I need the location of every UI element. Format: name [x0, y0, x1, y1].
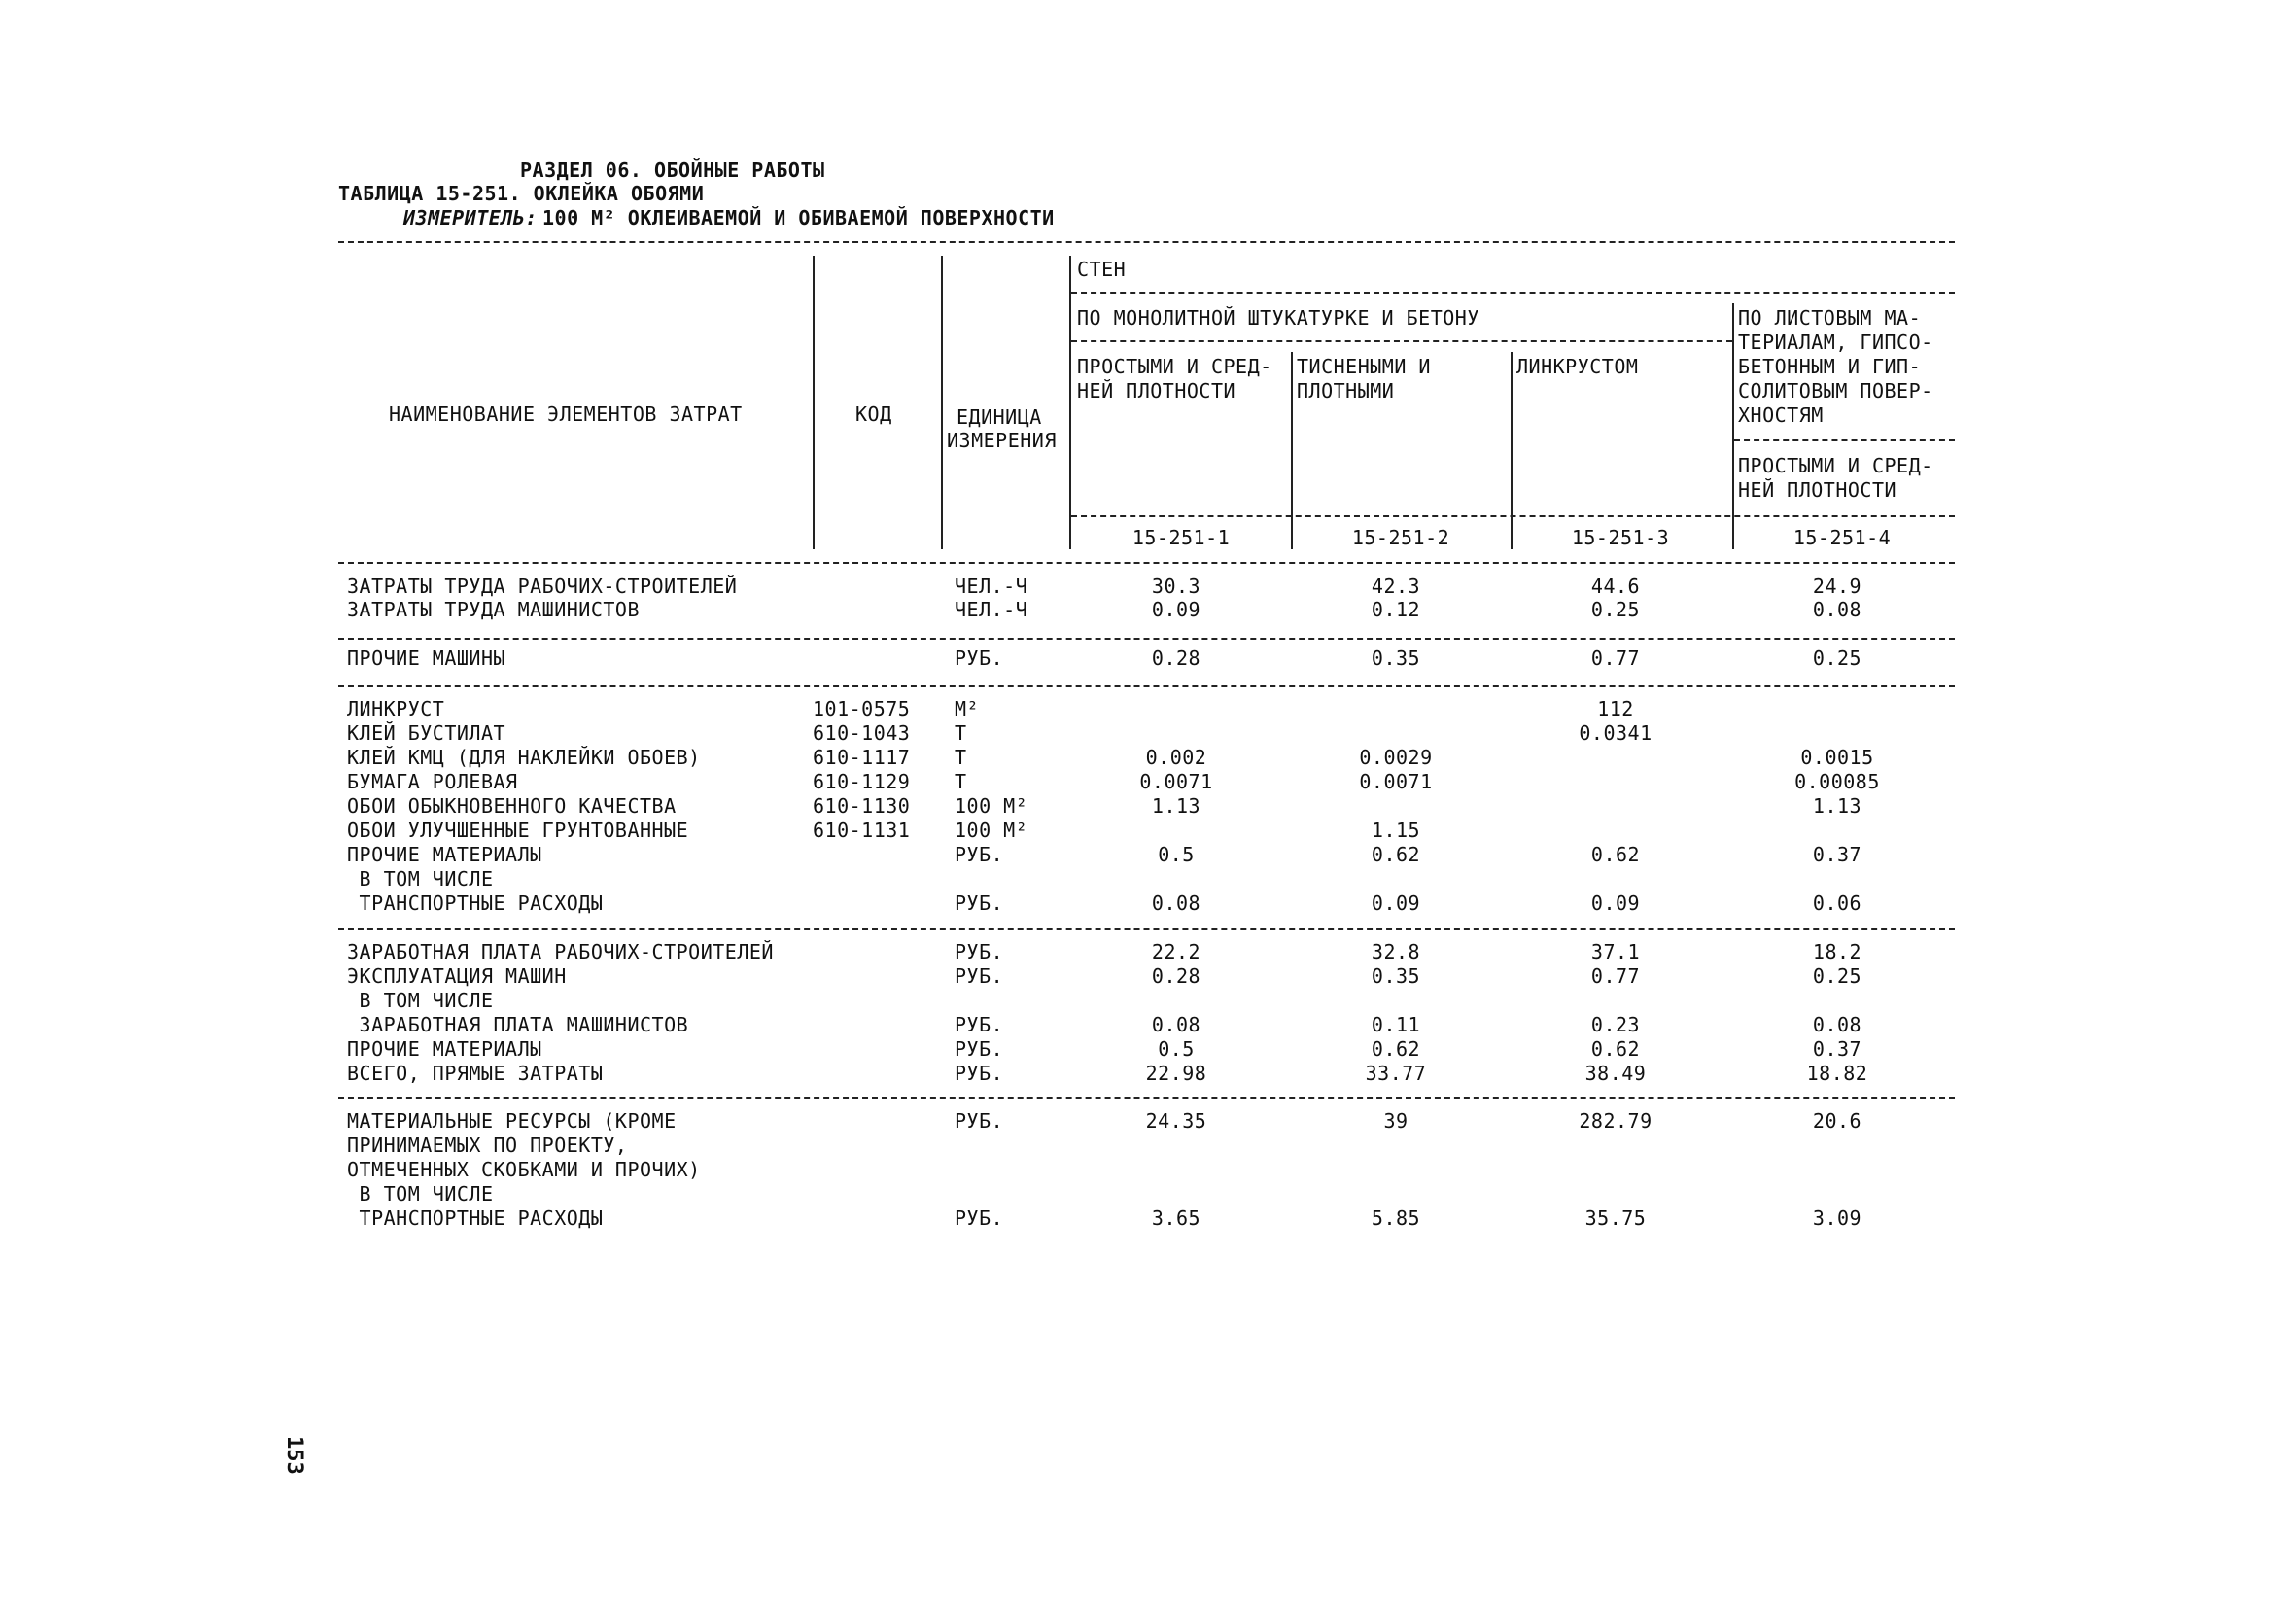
col-code-2: 15-251-2 [1351, 526, 1450, 549]
vline-code-unit [941, 256, 943, 549]
row-unit: РУБ. [955, 1109, 1004, 1133]
row-name: ОТМЕЧЕННЫХ СКОБКАМИ И ПРОЧИХ) [347, 1158, 701, 1181]
row-value-2: 0.35 [1371, 647, 1421, 670]
row-unit: РУБ. [955, 891, 1004, 915]
row-name: ЗАРАБОТНАЯ ПЛАТА РАБОЧИХ-СТРОИТЕЛЕЙ [347, 940, 774, 963]
col-code-4: 15-251-4 [1792, 526, 1892, 549]
row-value-1: 22.98 [1145, 1062, 1207, 1085]
row-name: БУМАГА РОЛЕВАЯ [347, 770, 518, 793]
row-value-1: 0.5 [1158, 843, 1195, 866]
row-code: 610-1117 [813, 746, 911, 769]
row-value-4: 3.09 [1812, 1206, 1862, 1230]
rule-under-sheet [1734, 439, 1955, 441]
row-value-3: 0.23 [1590, 1013, 1641, 1036]
row-unit: РУБ. [955, 843, 1004, 866]
row-value-3: 44.6 [1590, 575, 1641, 598]
row-value-2: 0.35 [1371, 964, 1421, 988]
row-unit: Т [955, 770, 967, 793]
row-value-2: 0.0029 [1359, 746, 1433, 769]
meter-label: ИЗМЕРИТЕЛЬ: [403, 206, 538, 229]
row-value-3: 0.77 [1590, 964, 1641, 988]
row-unit: РУБ. [955, 647, 1004, 670]
row-value-2: 39 [1383, 1109, 1409, 1133]
row-name: ВСЕГО, ПРЯМЫЕ ЗАТРАТЫ [347, 1062, 604, 1085]
row-value-3: 0.62 [1590, 1037, 1641, 1061]
row-name: ПРОЧИЕ МАТЕРИАЛЫ [347, 843, 542, 866]
row-unit: Т [955, 721, 967, 745]
col-walls-header: СТЕН [1077, 258, 1127, 281]
row-value-3: 112 [1597, 697, 1634, 720]
row-value-1: 1.13 [1151, 794, 1201, 818]
row-value-2: 5.85 [1371, 1206, 1421, 1230]
row-value-1: 0.08 [1151, 891, 1201, 915]
rule-above-codes [1071, 515, 1955, 517]
col-simple-header-2: НЕЙ ПЛОТНОСТИ [1077, 379, 1236, 402]
col-embossed-header-2: ПЛОТНЫМИ [1297, 379, 1395, 402]
row-value-1: 0.0071 [1139, 770, 1213, 793]
row-value-1: 0.28 [1151, 964, 1201, 988]
row-name: ЗАРАБОТНАЯ ПЛАТА МАШИНИСТОВ [347, 1013, 689, 1036]
row-name: ПРОЧИЕ МАТЕРИАЛЫ [347, 1037, 542, 1061]
vline-name-code [813, 256, 815, 549]
row-unit: ЧЕЛ.-Ч [955, 598, 1028, 621]
row-unit: ЧЕЛ.-Ч [955, 575, 1028, 598]
row-name: КЛЕЙ БУСТИЛАТ [347, 721, 506, 745]
col-lincrusta-header: ЛИНКРУСТОМ [1516, 355, 1639, 378]
row-value-2: 33.77 [1365, 1062, 1427, 1085]
row-value-4: 0.00085 [1794, 770, 1880, 793]
rule-under-walls [1071, 292, 1955, 294]
row-value-1: 0.002 [1145, 746, 1207, 769]
row-value-4: 0.37 [1812, 843, 1862, 866]
row-code: 610-1130 [813, 794, 911, 818]
row-unit: М² [955, 697, 980, 720]
row-name: ПРИНИМАЕМЫХ ПО ПРОЕКТУ, [347, 1134, 628, 1157]
row-unit: РУБ. [955, 1037, 1004, 1061]
row-value-2: 0.11 [1371, 1013, 1421, 1036]
row-name: В ТОМ ЧИСЛЕ [347, 1182, 494, 1206]
row-value-2: 0.0071 [1359, 770, 1433, 793]
row-value-1: 0.09 [1151, 598, 1201, 621]
vline-c2-c3 [1511, 352, 1513, 549]
section-title: РАЗДЕЛ 06. ОБОЙНЫЕ РАБОТЫ [520, 158, 825, 182]
row-name: КЛЕЙ КМЦ (ДЛЯ НАКЛЕЙКИ ОБОЕВ) [347, 746, 701, 769]
row-value-1: 24.35 [1145, 1109, 1207, 1133]
row-value-1: 22.2 [1151, 940, 1201, 963]
row-value-4: 0.0015 [1800, 746, 1874, 769]
row-value-4: 1.13 [1812, 794, 1862, 818]
row-value-3: 35.75 [1584, 1206, 1647, 1230]
row-value-3: 0.09 [1590, 891, 1641, 915]
rule-group-2 [338, 685, 1955, 687]
row-value-2: 32.8 [1371, 940, 1421, 963]
row-value-1: 0.5 [1158, 1037, 1195, 1061]
col-sheet-header-1: ПО ЛИСТОВЫМ МА- [1738, 306, 1922, 330]
meter-value: 100 М² ОКЛЕИВАЕМОЙ И ОБИВАЕМОЙ ПОВЕРХНОСТИ [542, 206, 1055, 229]
row-name: ОБОИ ОБЫКНОВЕННОГО КАЧЕСТВА [347, 794, 677, 818]
row-value-3: 282.79 [1579, 1109, 1652, 1133]
row-value-4: 0.37 [1812, 1037, 1862, 1061]
row-value-1: 0.28 [1151, 647, 1201, 670]
row-name: ЭКСПЛУАТАЦИЯ МАШИН [347, 964, 567, 988]
row-value-4: 20.6 [1812, 1109, 1862, 1133]
row-unit: РУБ. [955, 1013, 1004, 1036]
row-value-2: 0.12 [1371, 598, 1421, 621]
row-name: ЛИНКРУСТ [347, 697, 445, 720]
row-name: ПРОЧИЕ МАШИНЫ [347, 647, 506, 670]
row-code: 101-0575 [813, 697, 911, 720]
row-value-4: 0.06 [1812, 891, 1862, 915]
row-name: В ТОМ ЧИСЛЕ [347, 989, 494, 1012]
header-top-rule [338, 241, 1955, 243]
col-unit-header-2: ИЗМЕРЕНИЯ [947, 429, 1057, 452]
row-name: В ТОМ ЧИСЛЕ [347, 867, 494, 891]
col-code-3: 15-251-3 [1571, 526, 1670, 549]
row-name: ЗАТРАТЫ ТРУДА РАБОЧИХ-СТРОИТЕЛЕЙ [347, 575, 738, 598]
col-unit-header-1: ЕДИНИЦА [957, 405, 1042, 429]
col-embossed-header-1: ТИСНЕНЫМИ И [1297, 355, 1431, 378]
row-value-3: 0.62 [1590, 843, 1641, 866]
row-code: 610-1129 [813, 770, 911, 793]
row-value-3: 0.25 [1590, 598, 1641, 621]
col-sheet-header-3: БЕТОННЫМ И ГИП- [1738, 355, 1922, 378]
row-unit: РУБ. [955, 1206, 1004, 1230]
row-unit: 100 М² [955, 794, 1028, 818]
row-value-1: 0.08 [1151, 1013, 1201, 1036]
row-unit: 100 М² [955, 819, 1028, 842]
rule-under-monolith [1071, 340, 1732, 342]
row-value-4: 0.25 [1812, 964, 1862, 988]
row-name: МАТЕРИАЛЬНЫЕ РЕСУРСЫ (КРОМЕ [347, 1109, 677, 1133]
rule-group-1 [338, 638, 1955, 640]
col-sheet-simple-header-2: НЕЙ ПЛОТНОСТИ [1738, 478, 1897, 502]
row-value-3: 0.0341 [1579, 721, 1652, 745]
col-sheet-header-5: ХНОСТЯМ [1738, 403, 1824, 427]
page-number: 153 [282, 1436, 306, 1475]
col-sheet-header-2: ТЕРИАЛАМ, ГИПСО- [1738, 331, 1933, 354]
vline-unit-data [1069, 256, 1071, 549]
vline-c3-c4 [1732, 303, 1734, 549]
row-value-1: 3.65 [1151, 1206, 1201, 1230]
row-value-4: 18.82 [1806, 1062, 1868, 1085]
row-unit: Т [955, 746, 967, 769]
row-value-4: 18.2 [1812, 940, 1862, 963]
row-value-2: 42.3 [1371, 575, 1421, 598]
row-value-2: 0.62 [1371, 1037, 1421, 1061]
row-name: ЗАТРАТЫ ТРУДА МАШИНИСТОВ [347, 598, 640, 621]
vline-c1-c2 [1291, 352, 1293, 549]
row-value-2: 0.62 [1371, 843, 1421, 866]
row-value-2: 0.09 [1371, 891, 1421, 915]
row-name: ОБОИ УЛУЧШЕННЫЕ ГРУНТОВАННЫЕ [347, 819, 689, 842]
col-sheet-header-4: СОЛИТОВЫМ ПОВЕР- [1738, 379, 1933, 402]
row-value-2: 1.15 [1371, 819, 1421, 842]
row-code: 610-1043 [813, 721, 911, 745]
col-code-header: КОД [855, 402, 892, 426]
rule-header-bottom [338, 562, 1955, 564]
rule-group-4 [338, 1097, 1955, 1099]
row-name: ТРАНСПОРТНЫЕ РАСХОДЫ [347, 1206, 604, 1230]
row-code: 610-1131 [813, 819, 911, 842]
col-name-header: НАИМЕНОВАНИЕ ЭЛЕМЕНТОВ ЗАТРАТ [389, 402, 743, 426]
row-value-3: 38.49 [1584, 1062, 1647, 1085]
row-unit: РУБ. [955, 940, 1004, 963]
row-unit: РУБ. [955, 1062, 1004, 1085]
row-value-3: 0.77 [1590, 647, 1641, 670]
row-value-4: 0.25 [1812, 647, 1862, 670]
table-title: ТАБЛИЦА 15-251. ОКЛЕЙКА ОБОЯМИ [338, 182, 705, 205]
col-sheet-simple-header-1: ПРОСТЫМИ И СРЕД- [1738, 454, 1933, 477]
row-value-1: 30.3 [1151, 575, 1201, 598]
col-monolith-header: ПО МОНОЛИТНОЙ ШТУКАТУРКЕ И БЕТОНУ [1077, 306, 1479, 330]
rule-group-3 [338, 928, 1955, 930]
row-name: ТРАНСПОРТНЫЕ РАСХОДЫ [347, 891, 604, 915]
row-value-4: 0.08 [1812, 598, 1862, 621]
row-value-3: 37.1 [1590, 940, 1641, 963]
row-unit: РУБ. [955, 964, 1004, 988]
col-code-1: 15-251-1 [1131, 526, 1231, 549]
row-value-4: 24.9 [1812, 575, 1862, 598]
col-simple-header-1: ПРОСТЫМИ И СРЕД- [1077, 355, 1272, 378]
row-value-4: 0.08 [1812, 1013, 1862, 1036]
